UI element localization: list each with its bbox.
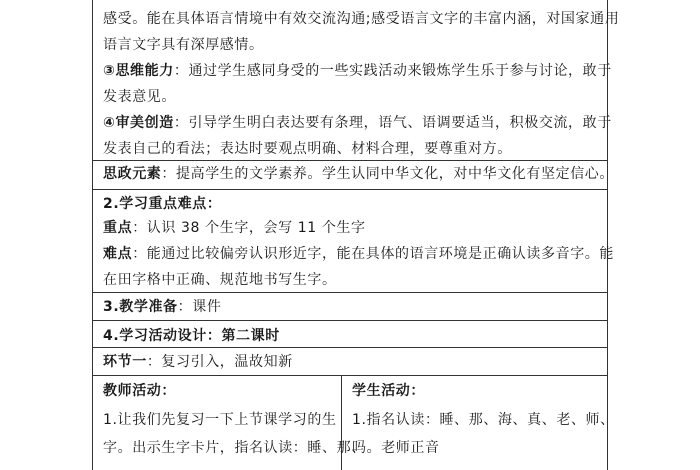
teacher-activity-line-2: 字。出示生字卡片，指名认读：睡、那、 [103,440,366,456]
student-activity-line-2: 吗。老师正音 [352,440,440,456]
ideology-text: ：提高学生的文学素养。学生认同中华文化，对中华文化有坚定信心。 [161,166,615,182]
aesthetic-line-1 [103,113,612,133]
focus-label: 重点 [103,220,133,236]
difficulty-label: 难点 [103,246,133,262]
student-activity-heading: 学生活动： [352,383,425,399]
difficulty-line-2: 在田字格中正确、规范地书写生字。 [103,272,337,288]
ideology-label: 思政元素 [103,166,162,182]
aesthetic-text: ：引导学生明白表达要有条理，语气、语调要适当，积极交流，敢于 [173,115,612,131]
thinking-ability-text: ：通过学生感同身受的一些实践活动来锻炼学生乐于参与讨论，敢于 [173,63,612,79]
aesthetic-label: ④审美创造 [103,115,174,131]
preparation-text: ：课件 [177,299,222,315]
table-divider [93,160,607,161]
aesthetic-line-2: 发表自己的看法；表达时要观点明确、材料合理，要尊重对方。 [103,141,512,157]
table-divider [93,320,607,321]
segment-text: ：复习引入，温故知新 [146,354,293,370]
segment-row [103,352,293,372]
focus-text: ：认识 38 个生字，会写 11 个生字 [132,220,366,236]
ideology-row [103,164,614,184]
difficulty-line-1 [103,244,614,264]
preparation-label: 3.教学准备 [103,299,178,315]
table-divider [93,347,607,348]
activity-design-text: ：第二课时 [206,328,280,344]
thinking-ability-line-1 [103,61,612,81]
student-activity-line-1: 1.指名认读：睡、那、海、真、老、师、 [352,412,615,428]
teacher-activity-line-1: 1.让我们先复习一下上节课学习的生 [103,412,337,428]
thinking-ability-line-2: 发表意见。 [103,89,176,105]
table-divider [93,292,607,293]
table-divider [93,189,607,190]
focus-line [103,218,366,238]
key-points-heading: 2.学习重点难点： [103,196,222,212]
teacher-activity-heading: 教师活动： [103,383,176,399]
objectives-line-2: 语言文字具有深厚感情。 [103,37,264,53]
activity-design-label: 4.学习活动设计 [103,328,207,344]
lesson-plan-table [92,0,620,470]
difficulty-text: ：能通过比较偏旁认识形近字，能在具体的语言环境是正确认读多音字。能 [132,246,615,262]
preparation-row [103,297,221,317]
activity-design-row [103,326,280,346]
objectives-line-1: 感受。能在具体语言情境中有效交流沟通;感受语言文字的丰富内涵，对国家通用 [103,11,620,27]
segment-label: 环节一 [103,354,147,370]
table-divider [93,375,607,376]
thinking-ability-label: ③思维能力 [103,63,174,79]
